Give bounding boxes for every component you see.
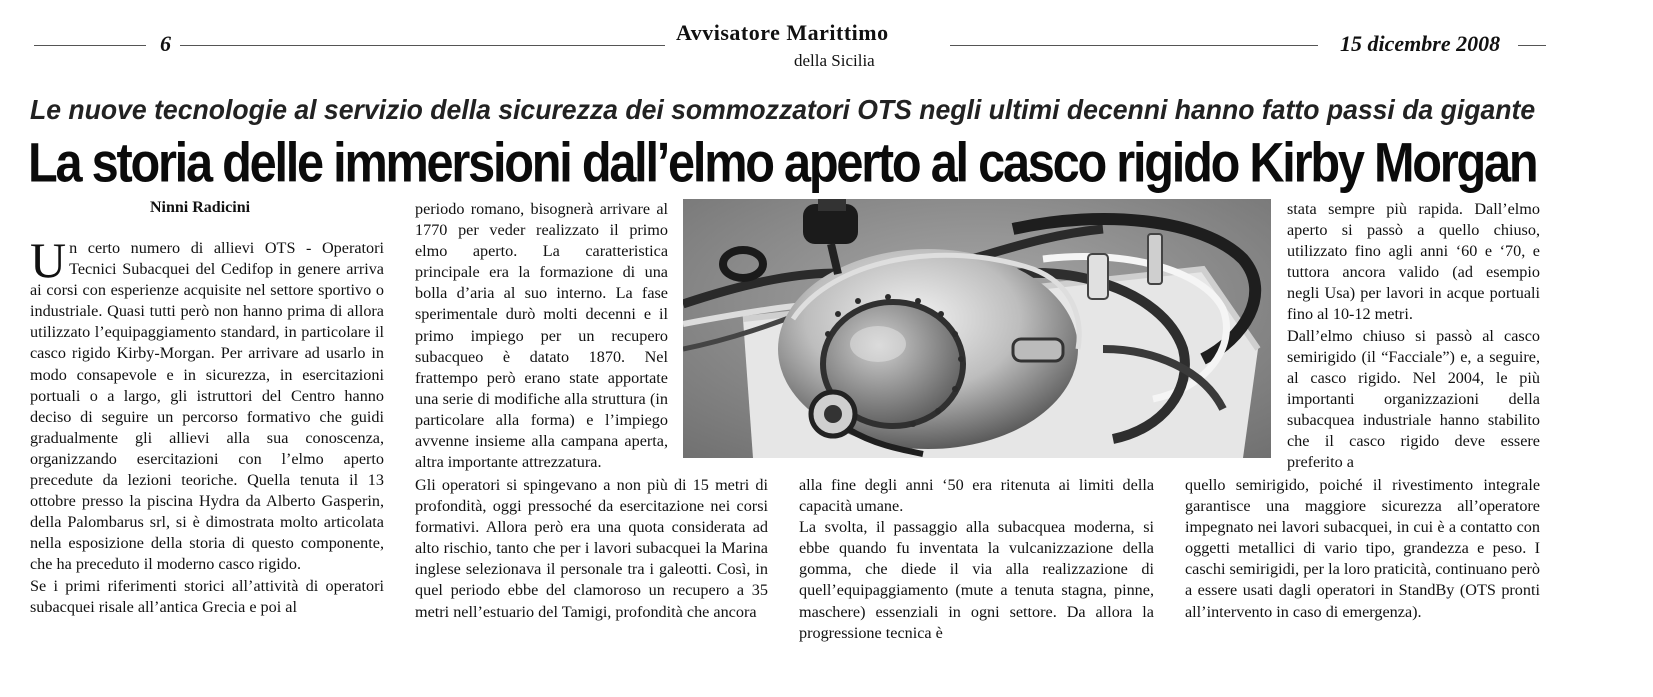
masthead-rule-right-2 bbox=[1518, 45, 1546, 46]
col2-paragraph-1: periodo romano, bisognerà arrivare al 1770 per veder realizzato il primo elmo aperto. La caratteristica principale era la formazione di una bolla d’aria al suo interno. La fase sperimentale durò molti decenni e il primo impiego per un recupero subacqueo è datato 1870. Nel frattempo però erano state apportate una serie di modifiche alla struttura (in particolare alla forma) e l’impiego avvenne insieme alla campana aperta, altra importante attrezzatura. bbox=[415, 200, 668, 472]
col4-paragraph-2b: quello semirigido, poiché il rivestimento integrale garantisce una maggiore sicurezza all’operatore impegnato nei lavori subacquei, in cui è a contatto con oggetti metallici di vario tipo, grandezza e peso. I caschi semirigidi, per la loro praticità, continuano però a essere usati dagli operatori in StandBy (OTS pronti all’intervento in caso di emergenza). bbox=[1185, 476, 1540, 621]
article-headline: La storia delle immersioni dall’elmo aperto al casco rigido Kirby Morgan bbox=[28, 133, 1537, 195]
article-column-2-continued bbox=[415, 475, 768, 623]
col4-paragraph-2a: Dall’elmo chiuso si passò al casco semirigido (il “Facciale”) e, a seguire, al casco rigido. Nel 2004, le più importanti organizzazioni della subacquea industriale hanno stabilito che il casco rigido deve essere preferito a bbox=[1287, 326, 1540, 472]
col3-paragraph-2: La svolta, il passaggio alla subacquea moderna, si ebbe quando fu inventata la vulcanizzazione della gomma, che diede il via alla realizzazione di quell’equipaggiamento (mute a tenuta stagna, pinne, maschere) essenziali in ogni settore. Da allora la progressione tecnica è bbox=[799, 518, 1154, 642]
article-column-1 bbox=[30, 232, 384, 618]
diving-helmet-image bbox=[683, 199, 1271, 458]
article-kicker: Le nuove tecnologie al servizio della sicurezza dei sommozzatori OTS negli ultimi decenni hanno fatto passi da gigante bbox=[30, 94, 1536, 125]
page-number: 6 bbox=[160, 31, 171, 56]
col4-paragraph-1: stata sempre più rapida. Dall’elmo aperto si passò a quello chiuso, utilizzato fino agli anni ‘60 e ‘70, e tuttora ancora valido (ad esempio negli Usa) per lavori in acque portuali fino al 10-12 metri. bbox=[1287, 200, 1540, 324]
article-column-3 bbox=[799, 475, 1154, 644]
col1-paragraph-2: Se i primi riferimenti storici all’attività di operatori subacquei risale all’antica Grecia e poi al bbox=[30, 576, 384, 616]
article-column-2 bbox=[415, 199, 668, 473]
masthead-rule-left-1 bbox=[34, 45, 146, 46]
col1-paragraph-1: n certo numero di allievi OTS - Operatori Tecnici Subacquei del Cedifop in genere arriva ai corsi con esperienze acquisite nel settore sportivo o industriale. Quasi tutti però non hanno prima di allora utilizzato l’equipaggiamento standard, in particolare il casco rigido Kirby-Morgan. Per arrivare ad usarlo in modo consapevole e in sicurezza, in esercitazioni portuali o a largo, gli istruttori del Centro hanno deciso di seguire un percorso formativo che guidi gradualmente gli allievi alla sua conoscenza, organizzando esercitazioni con l’elmo aperto precedute da lezioni teoriche. Quella tenuta il 13 ottobre presso la piscina Hydra da Alberto Gasperin, della Palombarus srl, si è dimostrata molto articolata nella esposizione della storia di questo componente, che ha preceduto il moderno casco rigido. bbox=[30, 239, 384, 574]
issue-date: 15 dicembre 2008 bbox=[1340, 31, 1501, 56]
drop-cap: U bbox=[30, 232, 67, 288]
masthead-title: Avvisatore Marittimo bbox=[676, 20, 889, 45]
article-column-4-continued bbox=[1185, 475, 1540, 623]
article-column-4 bbox=[1287, 199, 1540, 473]
masthead-rule-left-2 bbox=[180, 45, 665, 46]
col2-paragraph-2: Gli operatori si spingevano a non più di 15 metri di profondità, oggi pressoché da esercitazione nei corsi formativi. Allora però era una quota considerata ad alto rischio, tanto che per i lavori subacquei la Marina inglese selezionava il personale tra i galeotti. Così, in quel periodo ebbe del clamoroso un recupero a 35 metri nell’estuario del Tamigi, profondità che ancora bbox=[415, 476, 768, 621]
col3-paragraph-1: alla fine degli anni ‘50 era ritenuta ai limiti della capacità umane. bbox=[799, 476, 1154, 516]
article-byline: Ninni Radicini bbox=[150, 199, 251, 216]
diving-helmet-photo bbox=[683, 199, 1271, 458]
masthead-subtitle: della Sicilia bbox=[794, 51, 875, 70]
masthead-rule-right-1 bbox=[950, 45, 1318, 46]
